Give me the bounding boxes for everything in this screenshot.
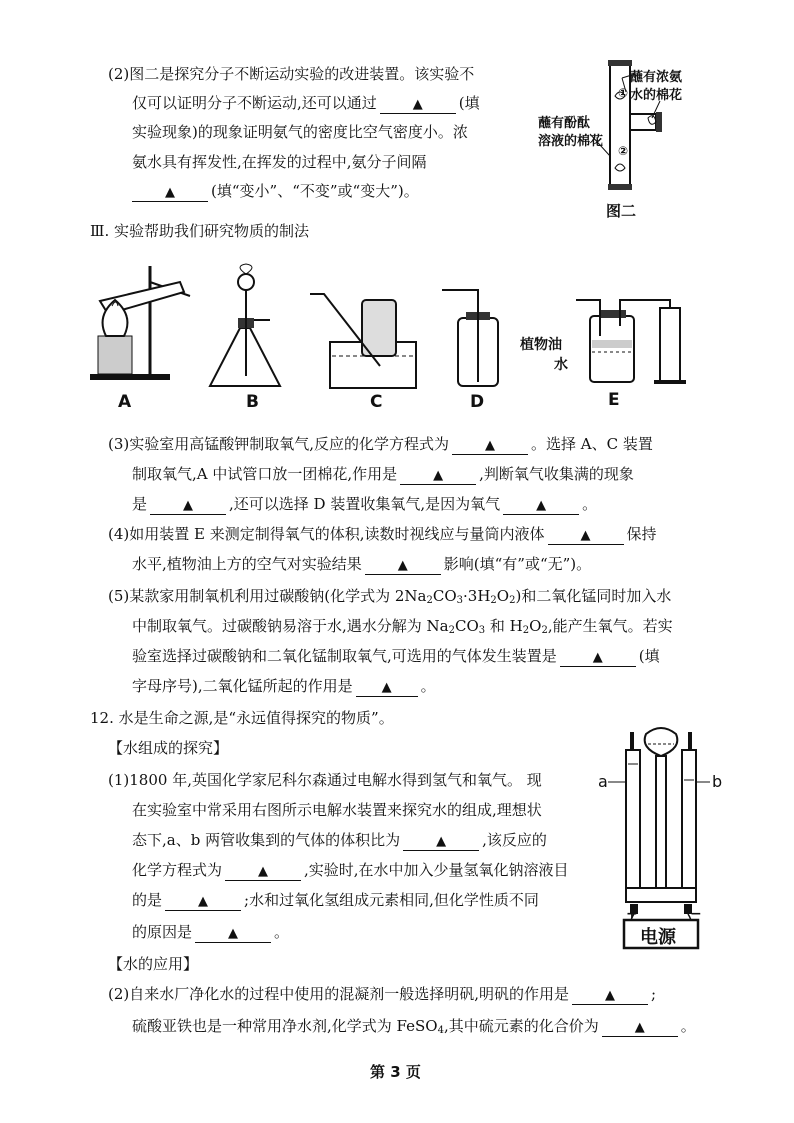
apparatus-row — [80, 256, 730, 426]
q12-line-1: (1)1800 年,英国化学家尼科尔森通过电解水得到氢气和氧气。 现 — [108, 771, 542, 789]
q2-line-1: (2)图二是探究分子不断运动实验的改进装置。该实验不 — [108, 65, 475, 83]
answer-blank[interactable]: ▲ — [132, 185, 208, 202]
apparatus-label-e: E — [608, 390, 620, 410]
q5-line-4: 字母序号),二氧化锰所起的作用是 ▲ 。 — [132, 677, 436, 695]
q5-line-2: 中制取氧气。过碳酸钠易溶于水,遇水分解为 $Na_2CO_3$ 和 $H_2O_2$,能产生氧气。若实 — [132, 617, 673, 636]
answer-blank[interactable]: ▲ — [225, 864, 301, 881]
tube-b-label: b — [712, 772, 723, 791]
q4-line-1: (4)如用装置 E 来测定制得氧气的体积,读数时视线应与量筒内液体 ▲ 保持 — [108, 525, 657, 543]
q3-line-3: 是 ▲ ,还可以选择 D 装置收集氧气,是因为氧气 ▲ 。 — [132, 495, 598, 513]
answer-blank[interactable]: ▲ — [400, 468, 476, 485]
q3-line-2: 制取氧气,A 中试管口放一团棉花,作用是 ▲ ,判断氧气收集满的现象 — [132, 465, 634, 483]
q12-line-3: 态下,a、b 两管收集到的气体的体积比为 ▲ ,该反应的 — [132, 831, 547, 849]
answer-blank[interactable]: ▲ — [503, 498, 579, 515]
q12-heading-composition: 【水组成的探究】 — [108, 739, 229, 757]
q12-line-7: (2)自来水厂净化水的过程中使用的混凝剂一般选择明矾,明矾的作用是 ▲ ; — [108, 985, 657, 1003]
label-ammonia-cotton-2: 水的棉花 — [630, 88, 683, 103]
answer-blank[interactable]: ▲ — [403, 834, 479, 851]
electrolysis-figure — [596, 720, 726, 950]
tube-a-label: a — [598, 772, 608, 791]
label-ammonia-cotton-1: 蘸有浓氨 — [630, 70, 683, 85]
q4-line-2: 水平,植物油上方的空气对实验结果 ▲ 影响(填“有”或“无”)。 — [132, 555, 592, 573]
answer-blank[interactable]: ▲ — [195, 926, 271, 943]
apparatus-drawing — [80, 256, 730, 426]
figure-2-caption: 图二 — [606, 202, 637, 220]
q5-line-3: 验室选择过碳酸钠和二氧化锰制取氧气,可选用的气体发生装置是 ▲ (填 — [132, 647, 660, 665]
q2-line-2: 仅可以证明分子不断运动,还可以通过 ▲ (填 — [132, 94, 480, 112]
q12-line-4: 化学方程式为 ▲ ,实验时,在水中加入少量氢氧化钠溶液目 — [132, 861, 569, 879]
q2-line-3: 实验现象)的现象证明氨气的密度比空气密度小。浓 — [132, 123, 468, 141]
q3-line-1: (3)实验室用高锰酸钾制取氧气,反应的化学方程式为 ▲ 。选择 A、C 装置 — [108, 435, 653, 453]
apparatus-label-a: A — [118, 392, 132, 412]
minus-sign: − — [690, 906, 702, 922]
q5-line-1: (5)某款家用制氧机利用过碳酸钠(化学式为 $2Na_2CO_3\cdot 3H_2O_2$)和二氧化锰同时加入水 — [108, 587, 672, 606]
page-number: 第 3 页 — [370, 1063, 421, 1081]
q12-line-6: 的原因是 ▲ 。 — [132, 923, 290, 941]
q2-line-5: ▲ (填“变小”、“不变”或“变大”)。 — [132, 181, 419, 202]
answer-blank[interactable]: ▲ — [452, 438, 528, 455]
answer-blank[interactable]: ▲ — [165, 894, 241, 911]
q12-heading-application: 【水的应用】 — [108, 955, 199, 973]
answer-blank[interactable]: ▲ — [572, 988, 648, 1005]
q12-line-8: 硫酸亚铁也是一种常用净水剂,化学式为 FeSO$_4$,其中硫元素的化合价为 ▲ 。 — [132, 1017, 696, 1036]
answer-blank[interactable]: ▲ — [548, 528, 624, 545]
answer-blank[interactable]: ▲ — [356, 680, 418, 697]
answer-blank[interactable]: ▲ — [560, 650, 636, 667]
apparatus-label-c: C — [370, 392, 383, 412]
answer-blank[interactable]: ▲ — [602, 1020, 678, 1037]
q12-line-5: 的是 ▲ ;水和过氧化氢组成元素相同,但化学性质不同 — [132, 891, 539, 909]
answer-blank[interactable]: ▲ — [150, 498, 226, 515]
answer-blank[interactable]: ▲ — [380, 97, 456, 114]
answer-blank[interactable]: ▲ — [365, 558, 441, 575]
figure-2 — [538, 56, 730, 226]
label-phenolphthalein-1: 蘸有酚酞 — [538, 116, 591, 131]
mark-2: ② — [618, 144, 629, 158]
apparatus-label-b: B — [246, 392, 259, 412]
q12-intro: 12. 水是生命之源,是“永远值得探究的物质”。 — [90, 709, 394, 727]
power-label: 电源 — [640, 927, 676, 948]
q2-line-4: 氨水具有挥发性,在挥发的过程中,氨分子间隔 — [132, 153, 427, 171]
q12-line-2: 在实验室中常采用右图所示电解水装置来探究水的组成,理想状 — [132, 801, 542, 819]
oil-label: 植物油 — [520, 337, 562, 353]
plus-sign: + — [626, 906, 638, 922]
apparatus-label-d: D — [470, 392, 485, 412]
electrolysis-drawing — [596, 720, 726, 950]
section-3-title: Ⅲ. 实验帮助我们研究物质的制法 — [90, 222, 310, 240]
water-label: 水 — [554, 357, 568, 373]
mark-1: ① — [618, 86, 629, 100]
label-phenolphthalein-2: 溶液的棉花 — [538, 134, 604, 149]
